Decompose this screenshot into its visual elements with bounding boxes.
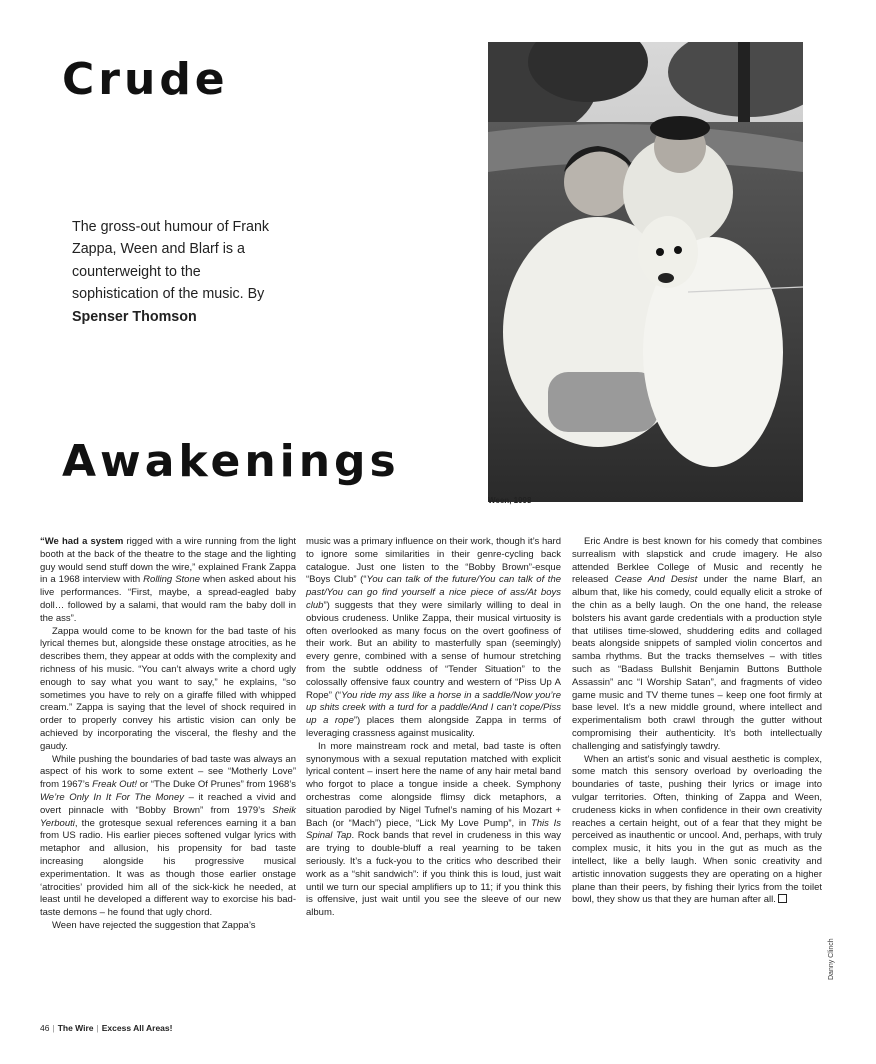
lyric-quote: You ride my ass like a horse in a saddle/Now you’re up shits creek with a turd for a paddle/And I can’t cope/Piss up a rope [306, 689, 561, 727]
text-run: ”) suggests that they were similarly willing to deal in obvious crudeness. Unlike Zappa, their musical virtuosity is often overlooked as many focus on the overt goofiness of their work. But an ability to masterfully span (seemingly) every genre, combined with a sense of humour stretching from the subtle oddness of “Tender Situation” to the colossally offensive faux country and western of “Piss Up A Rope” (“ [306, 599, 561, 701]
standfirst [72, 216, 282, 328]
paragraph [306, 741, 561, 920]
paragraph [40, 754, 296, 920]
text-run: ”) places them alongside Zappa in terms of leveraging crassness against musicality. [306, 715, 561, 739]
album-title: Cease And Desist [614, 574, 698, 586]
text-run: under the name Blarf, an album that, like his comedy, could equally elicit a stroke of the chin as a belly laugh. On the one hand, the release bolsters his avant garde credentials with a production style that utilises time-slowed, shuddering edits and collaged beats alongside snippets of sampled violin concertos and samba rhythms. But the tracks themselves – with titles such as “Badass Bullshit Benjamin Buttons Butthole Assassin” anc “I Worship Satan”, and fragments of video game music and TV theme tunes – keep one foot firmly at base level. It’s a new middle ground, where intellect and experimentalism both crawl through the gutter without compromising their authenticity. It’s both intellectually challenging and satisfyingly tawdry. [572, 574, 822, 752]
body-column-1 [40, 536, 296, 933]
paragraph: Zappa would come to be known for the bad taste of his lyrical themes but, alongside these onstage atrocities, as he describes them, they appear at odds with the complexity and richness of his music. “You can’t always write a chord ugly enough to say what you want to say,” he explains, “so sometimes you have to rely on a giraffe filled with whipped cream.” Zappa is saying that the level of shock required in order to properly convey his artistic vision can only be achieved by incorporating the visceral, the fleshy and the gaudy. [40, 625, 296, 752]
text-run: Eric Andre is best known for his comedy that combines surrealism with slapstick and crude imagery. He also attended Berklee College of Music and recently he released [572, 536, 822, 586]
film-title: This Is Spinal Tap [306, 817, 561, 842]
photo-credit: Danny Clinch [828, 938, 835, 980]
body-column-2 [306, 536, 561, 920]
paragraph [572, 536, 822, 754]
paragraph [40, 536, 296, 626]
lead-in: “We had a system [40, 536, 124, 547]
footer-separator: | [52, 1023, 55, 1033]
paragraph [306, 536, 561, 741]
text-run: In more mainstream rock and metal, bad taste is often synonymous with a sexual reputation matched with explicit lyrical content – insert here the name of any hair metal band who forgot to place a tongue inside a cheek. Symphony orchestras come alongside flimsy dick metaphors, a situation parodied by Nigel Tufnel’s naming of his Mozart + Bach (or “Mach”) piece, “Lick My Love Pump”, in [306, 740, 561, 829]
lyric-quote: You can talk of the future/You can talk of the past/You can go find yourself a nice piece of ass/At boys club [306, 574, 562, 611]
text-run: music was a primary influence on their work, though it’s hard to ignore some similarities in their genre-cycling back catalogue. Just one listen to the “Bobby Brown”-esque “Boys Club” (“ [306, 536, 561, 586]
paragraph [572, 754, 822, 908]
footer-separator: | [96, 1023, 99, 1033]
magazine-name: The Wire [57, 1023, 94, 1033]
text-run: . Rock bands that revel in crudeness in this way are trying to double-bluff a real yearning to be taken seriously. It’s a fuck-you to the critics who described their work as a “shit sandwich”: if you think this is loud, just wait until we turn our special amplifiers up to 11; if you think this is offensive, just wait until you see the sleeve of our new album. [306, 830, 562, 919]
body-column-3 [572, 536, 822, 907]
band-photo-illustration [488, 42, 803, 502]
album-title: Sheik Yerbouti [40, 804, 296, 829]
text-run: when asked about his live performances. “First, maybe, a spread-eagled baby doll… followed by a salami, that would ram the baby doll in the ass”. [40, 574, 297, 624]
text-run: When an artist’s sonic and visual aesthetic is complex, some match this sensory overload by overloading the boundaries of taste, pushing their lyrics or image into vulgar territories. Often, thinking of Zappa and Ween, crudeness kicks in when confidence in their own creativity reaches a certain height, out of a fear that they might be perceived as inauthentic or uncool. And, perhaps, with truly complex music, it hits you in the gut as much as the intellect, like a belly laugh. When sonic creativity and artistic innovation suggests they are operating on a higher plane than their peers, by fishing their lyrics from the toilet bowl, they show us that they are human after all. [572, 753, 822, 906]
author-name: Spenser Thomson [72, 308, 197, 325]
byline-prefix: By [247, 286, 265, 303]
photo-caption: Ween, 1998 [488, 496, 532, 505]
text-run: or “The Duke Of Prunes” from 1968’s [137, 779, 296, 791]
magazine-title: Rolling Stone [143, 574, 201, 586]
end-mark-icon [778, 894, 787, 903]
text-run: – it reached a vivid and overt pinnacle with “Bobby Brown” from 1979’s [40, 791, 296, 816]
paragraph: Ween have rejected the suggestion that Zappa’s [52, 919, 256, 931]
headline-line-1: Crude [62, 54, 229, 105]
text-run: rigged with a wire running from the light booth at the back of the theatre to the stage and the lighting guy would send stuff down the wire,” explained Frank Zappa in a 1968 interview with [40, 536, 296, 586]
headline-line-2: Awakenings [62, 436, 400, 487]
page-footer [40, 1023, 172, 1033]
section-name: Excess All Areas! [101, 1023, 173, 1033]
album-title: We’re Only In It For The Money [40, 791, 184, 803]
text-run: While pushing the boundaries of bad taste was always an aspect of his work to some extent – see “Motherly Love” from 1967’s [40, 753, 296, 791]
standfirst-text: The gross-out humour of Frank Zappa, Ween and Blarf is a counterweight to the sophistication of the music. [72, 219, 270, 303]
text-run: , the grotesque sexual references earning it a ban from US radio. His earlier pieces softened vulgar lyrics with metaphor and allusion, his propensity for bad taste increasing alongside his progressive musical experimentation. It was as though those earlier onstage ‘atrocities’ provided him all of the sick-kick he needed, at least until he developed a different way to exorcise his bad-taste demons – he found that ugly chord. [40, 817, 296, 919]
band-photo [488, 42, 803, 502]
album-title: Freak Out! [92, 779, 138, 791]
page-number: 46 [40, 1023, 50, 1033]
